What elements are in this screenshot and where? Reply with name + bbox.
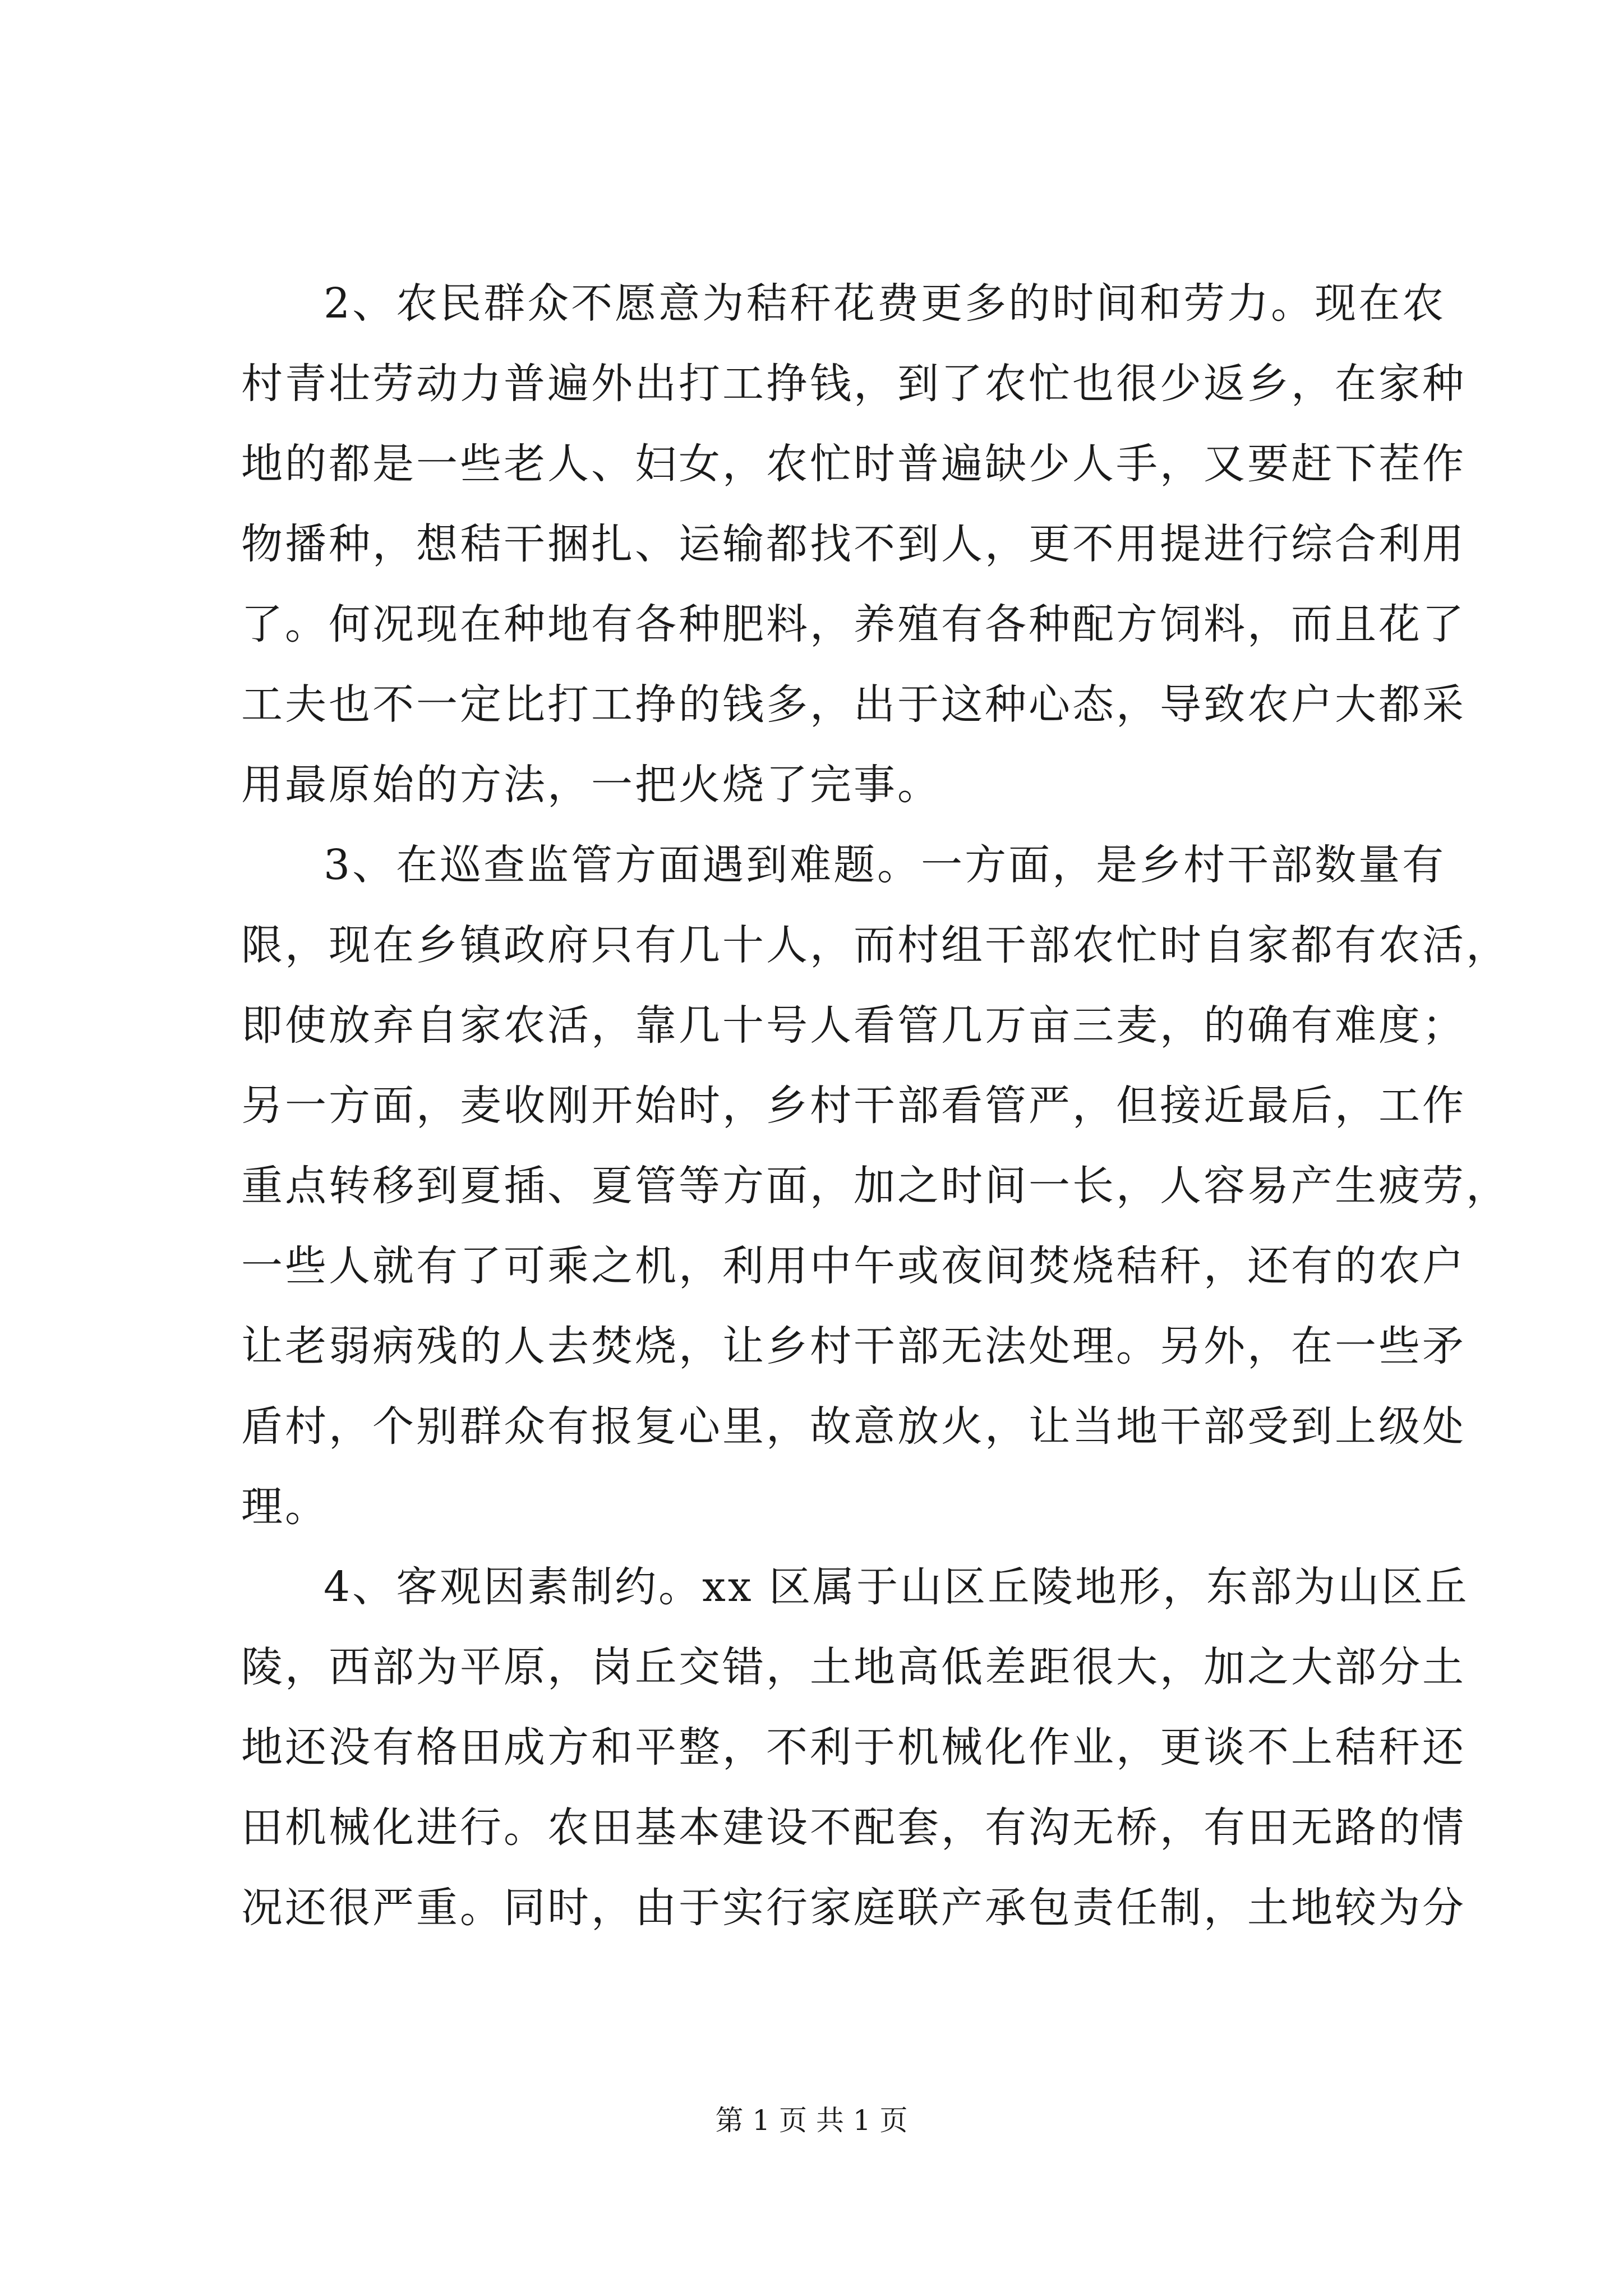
text-line: 另一方面，麦收刚开始时，乡村干部看管严，但接近最后，工作	[241, 1082, 1466, 1130]
text-line: 况还很严重。同时，由于实行家庭联产承包责任制，土地较为分	[241, 1884, 1466, 1932]
paragraph-2	[241, 264, 1466, 825]
text-line: 用最原始的方法，一把火烧了完事。	[241, 761, 941, 809]
text-line: 重点转移到夏插、夏管等方面，加之时间一长，人容易产生疲劳，	[241, 1162, 1510, 1210]
text-line: 地还没有格田成方和平整，不利于机械化作业，更谈不上秸秆还	[241, 1723, 1466, 1772]
text-line: 3、在巡查监管方面遇到难题。一方面，是乡村干部数量有	[324, 841, 1446, 889]
text-line: 物播种，想秸干捆扎、运输都找不到人，更不用提进行综合利用	[241, 520, 1466, 568]
text-line: 让老弱病残的人去焚烧，让乡村干部无法处理。另外，在一些矛	[241, 1322, 1466, 1370]
text-line: 理。	[241, 1483, 329, 1531]
text-line: 一些人就有了可乘之机，利用中午或夜间焚烧秸秆，还有的农户	[241, 1242, 1466, 1290]
text-line: 田机械化进行。农田基本建设不配套，有沟无桥，有田无路的情	[241, 1803, 1466, 1852]
text-line: 了。何况现在种地有各种肥料，养殖有各种配方饲料，而且花了	[241, 600, 1466, 648]
text-line: 工夫也不一定比打工挣的钱多，出于这种心态，导致农户大都采	[241, 680, 1466, 729]
text-line: 4、客观因素制约。xx 区属于山区丘陵地形，东部为山区丘	[324, 1563, 1469, 1611]
text-line: 即使放弃自家农活，靠几十号人看管几万亩三麦，的确有难度；	[241, 1001, 1466, 1050]
paragraph-3	[241, 825, 1510, 1547]
paragraph-4	[241, 1547, 1469, 1948]
text-line: 2、农民群众不愿意为秸秆花费更多的时间和劳力。现在农	[324, 279, 1446, 328]
page-number-footer: 第 1 页 共 1 页	[715, 2104, 908, 2137]
text-line: 村青壮劳动力普遍外出打工挣钱，到了农忙也很少返乡，在家种	[241, 360, 1466, 408]
text-line: 盾村，个别群众有报复心里，故意放火，让当地干部受到上级处	[241, 1402, 1466, 1451]
text-line: 地的都是一些老人、妇女，农忙时普遍缺少人手，又要赶下茬作	[241, 440, 1466, 488]
document-body	[241, 264, 1510, 1948]
text-line: 限，现在乡镇政府只有几十人，而村组干部农忙时自家都有农活，	[241, 921, 1510, 969]
text-line: 陵，西部为平原，岗丘交错，土地高低差距很大，加之大部分土	[241, 1643, 1466, 1691]
